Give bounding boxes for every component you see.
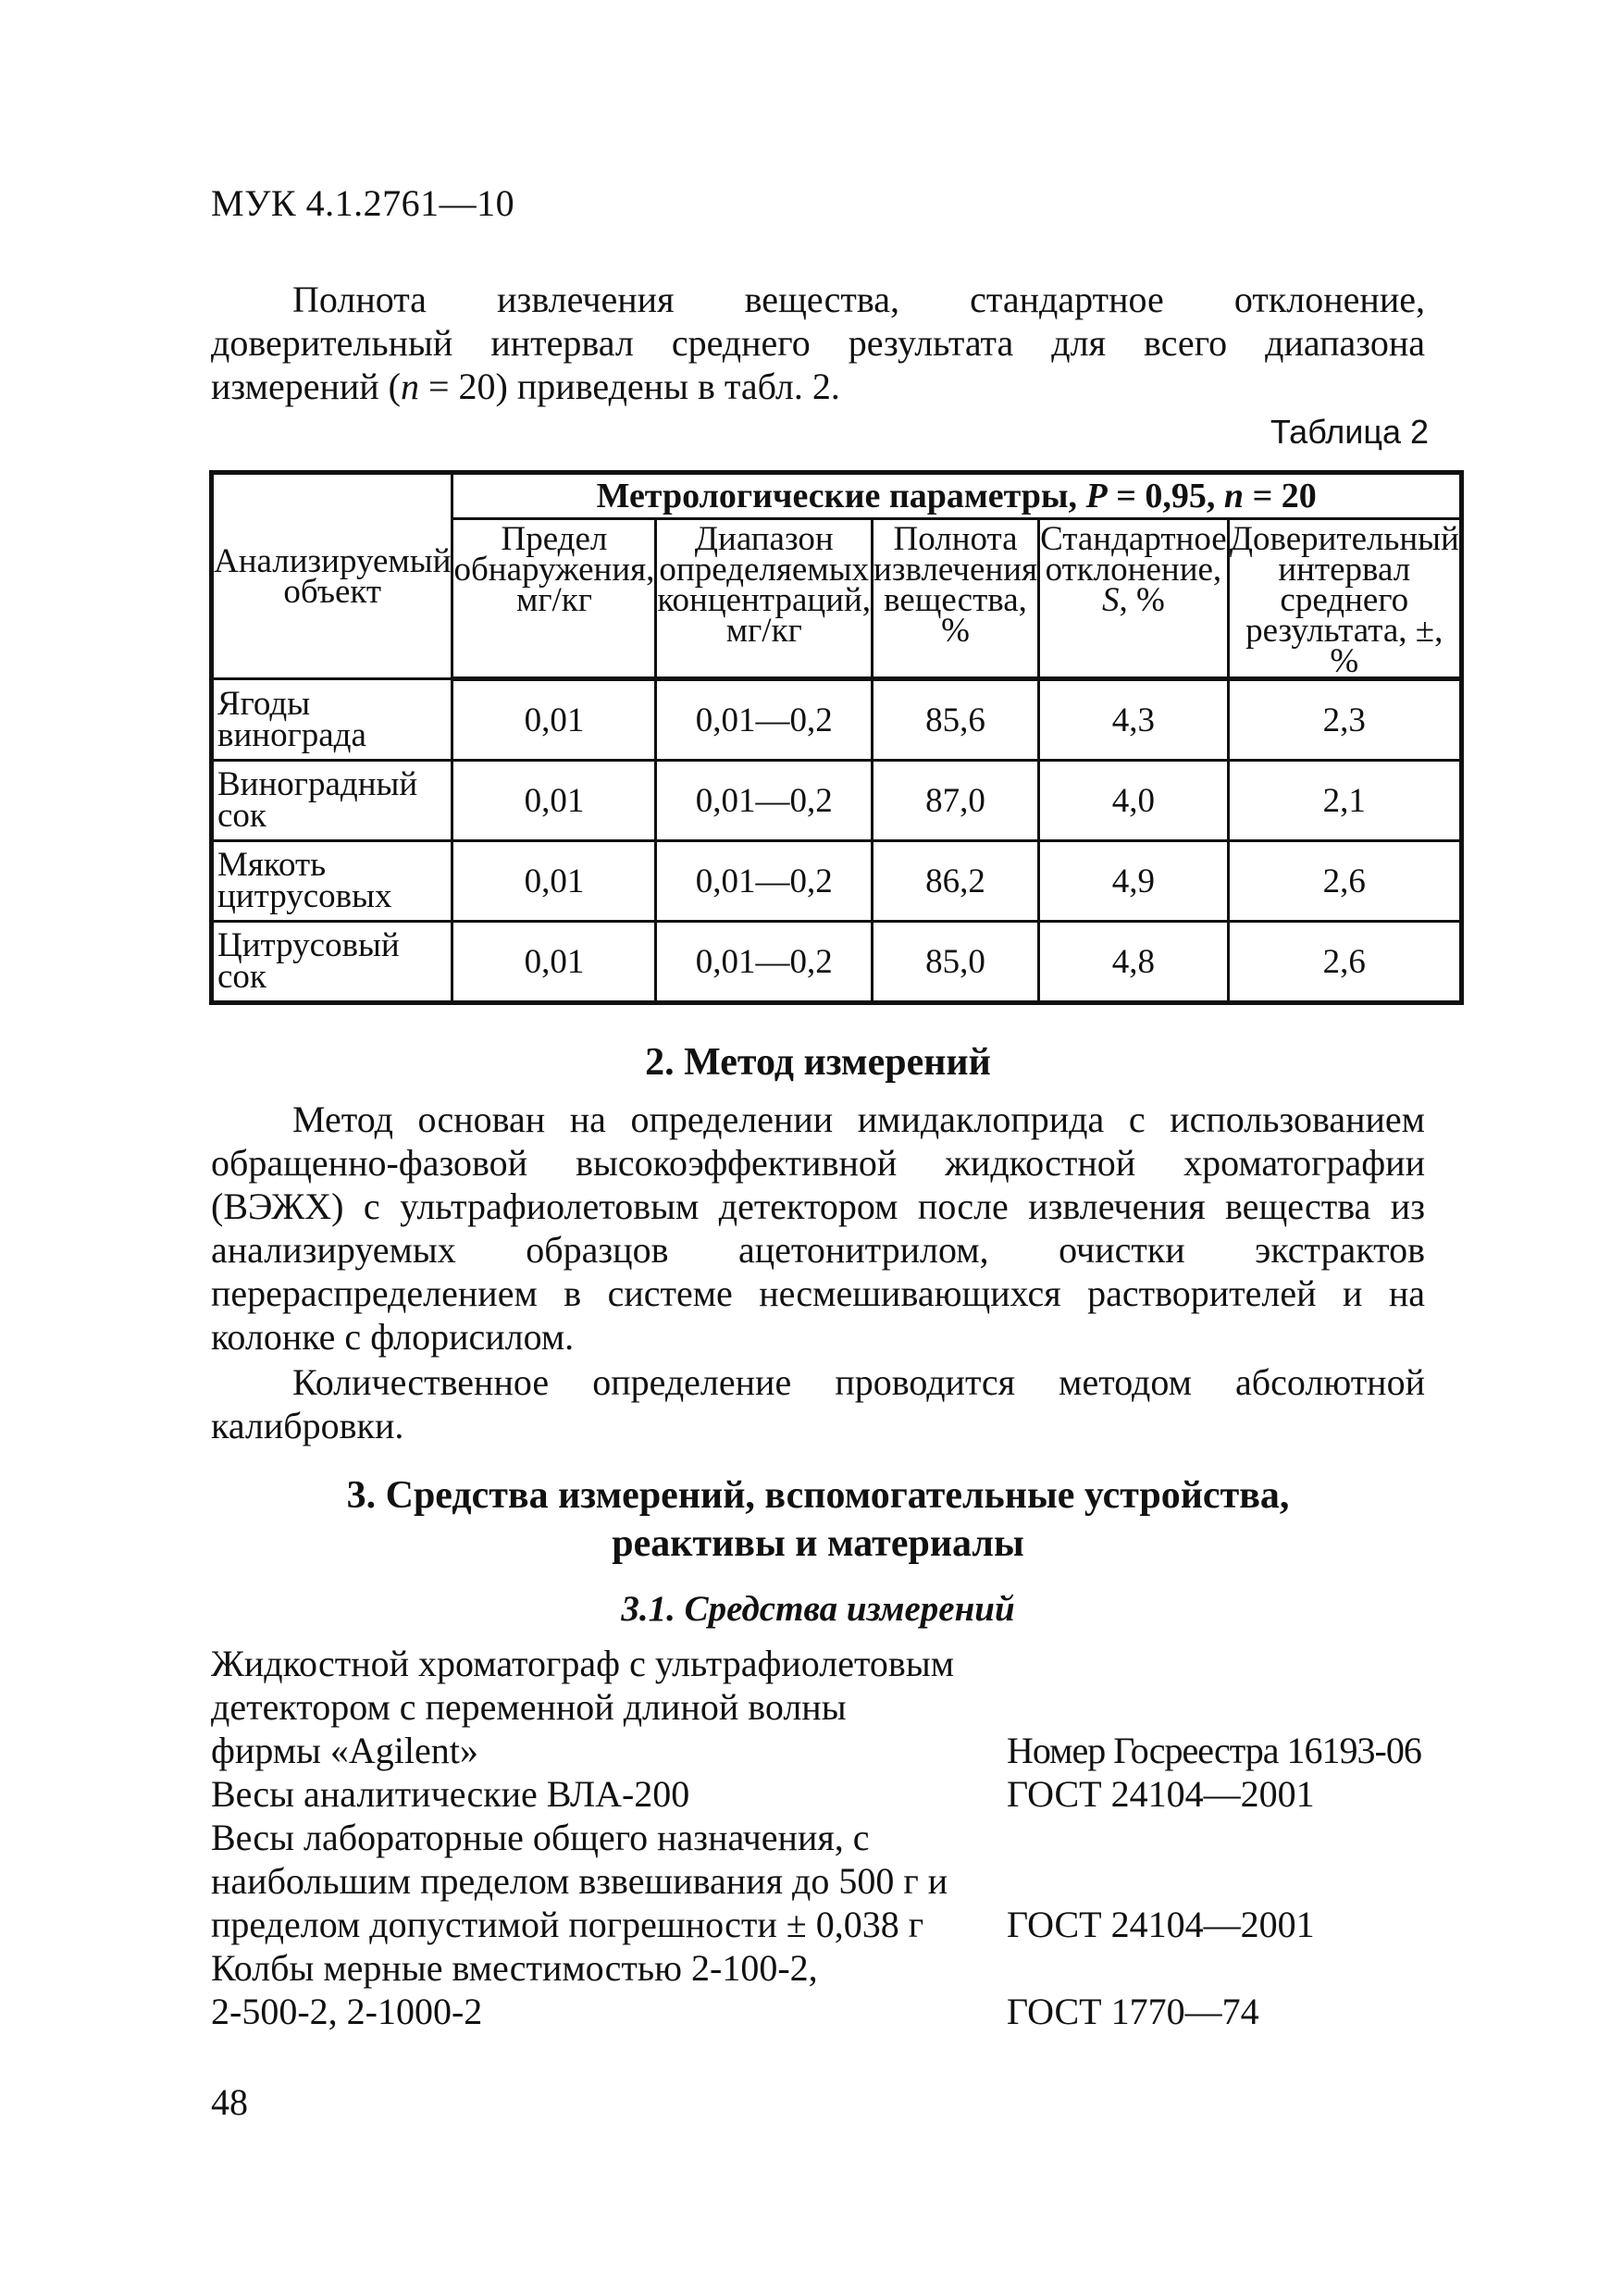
column-header-recovery: Полнота извлечения вещества, % — [873, 519, 1039, 679]
section-2-paragraph-1: Метод основан на определении имидаклоприда с использованием обращенно-фазовой высокоэффективной жидкостной хроматографии (ВЭЖХ) с ультрафиолетовым детектором после извлечения вещества из анализируемых образцов ацетонитрилом, очистки экстрактов перераспределением в системе несмешивающихся растворителей и на колонке с флорисилом. — [211, 1098, 1425, 1358]
cell-ci: 2,3 — [1228, 679, 1461, 761]
table-row — [212, 761, 1462, 841]
cell-range: 0,01—0,2 — [656, 679, 873, 761]
cell-sd: 4,0 — [1039, 761, 1229, 841]
cell-range: 0,01—0,2 — [656, 922, 873, 1003]
cell-recovery: 86,2 — [873, 841, 1039, 922]
column-header-ci: Доверительный интервал среднего результата, ±, % — [1228, 519, 1461, 679]
table-row — [212, 922, 1462, 1003]
row-object: Ягоды винограда — [212, 679, 452, 761]
cell-sd: 4,8 — [1039, 922, 1229, 1003]
page-number: 48 — [211, 2081, 248, 2123]
section-3-title: 3. Средства измерений, вспомогательные устройства, реактивы и материалы — [346, 1474, 1290, 1565]
intro-text: Полнота извлечения вещества, стандартное отклонение, доверительный интервал среднего результата для всего диапазона измерений ( — [211, 279, 1425, 407]
row-object: Мякоть цитрусовых — [212, 841, 452, 922]
equipment-item-2: Весы аналитические ВЛА-200 — [211, 1773, 690, 1815]
cell-lod: 0,01 — [452, 679, 656, 761]
column-header-range: Диапазон определяемых концентраций, мг/кг — [656, 519, 873, 679]
cell-recovery: 85,0 — [873, 922, 1039, 1003]
document-code: МУК 4.1.2761—10 — [211, 182, 515, 224]
cell-sd: 4,9 — [1039, 841, 1229, 922]
row-object: Виноградный сок — [212, 761, 452, 841]
section-2-title: 2. Метод измерений — [645, 1041, 991, 1084]
cell-range: 0,01—0,2 — [656, 841, 873, 922]
cell-range: 0,01—0,2 — [656, 761, 873, 841]
equipment-item-3: Весы лабораторные общего назначения, с наибольшим пределом взвешивания до 500 г и пределом допустимой погрешности ± 0,038 г — [211, 1817, 948, 1945]
metrology-group-header: Метрологические параметры, P = 0,95, n = 20 — [452, 473, 1461, 519]
section-2-paragraph-2: Количественное определение проводится методом абсолютной калибровки. — [211, 1361, 1425, 1446]
row-object: Цитрусовый сок — [212, 922, 452, 1003]
table-caption: Таблица 2 — [1270, 413, 1429, 451]
equipment-item-2-ref: ГОСТ 24104—2001 — [1007, 1773, 1315, 1815]
column-header-lod: Предел обнаружения, мг/кг — [452, 519, 656, 679]
metrology-table — [209, 470, 1464, 1005]
table-row — [212, 841, 1462, 922]
cell-recovery: 85,6 — [873, 679, 1039, 761]
object-column-header: Анализируемый объект — [212, 473, 452, 679]
cell-sd: 4,3 — [1039, 679, 1229, 761]
cell-lod: 0,01 — [452, 922, 656, 1003]
cell-ci: 2,1 — [1228, 761, 1461, 841]
intro-paragraph — [211, 278, 1425, 408]
equipment-item-1: Жидкостной хроматограф с ультрафиолетовым детектором с переменной длиной волны фирмы «Agilent» — [211, 1643, 955, 1771]
equipment-item-1-ref: Номер Госреестра 16193-06 — [1007, 1730, 1421, 1771]
equipment-item-3-ref: ГОСТ 24104—2001 — [1007, 1904, 1315, 1945]
cell-ci: 2,6 — [1228, 841, 1461, 922]
table-row — [212, 679, 1462, 761]
cell-lod: 0,01 — [452, 761, 656, 841]
cell-ci: 2,6 — [1228, 922, 1461, 1003]
intro-n-symbol: n — [401, 366, 419, 407]
equipment-item-4-ref: ГОСТ 1770—74 — [1007, 1991, 1259, 2032]
column-header-sd: Стандартное отклонение, S, % — [1039, 519, 1229, 679]
equipment-item-4: Колбы мерные вместимостью 2-100-2, 2-500-2, 2-1000-2 — [211, 1947, 818, 2032]
cell-lod: 0,01 — [452, 841, 656, 922]
intro-text-end: = 20) приведены в табл. 2. — [419, 366, 840, 407]
section-3-1-subtitle: 3.1. Средства измерений — [621, 1589, 1015, 1629]
cell-recovery: 87,0 — [873, 761, 1039, 841]
